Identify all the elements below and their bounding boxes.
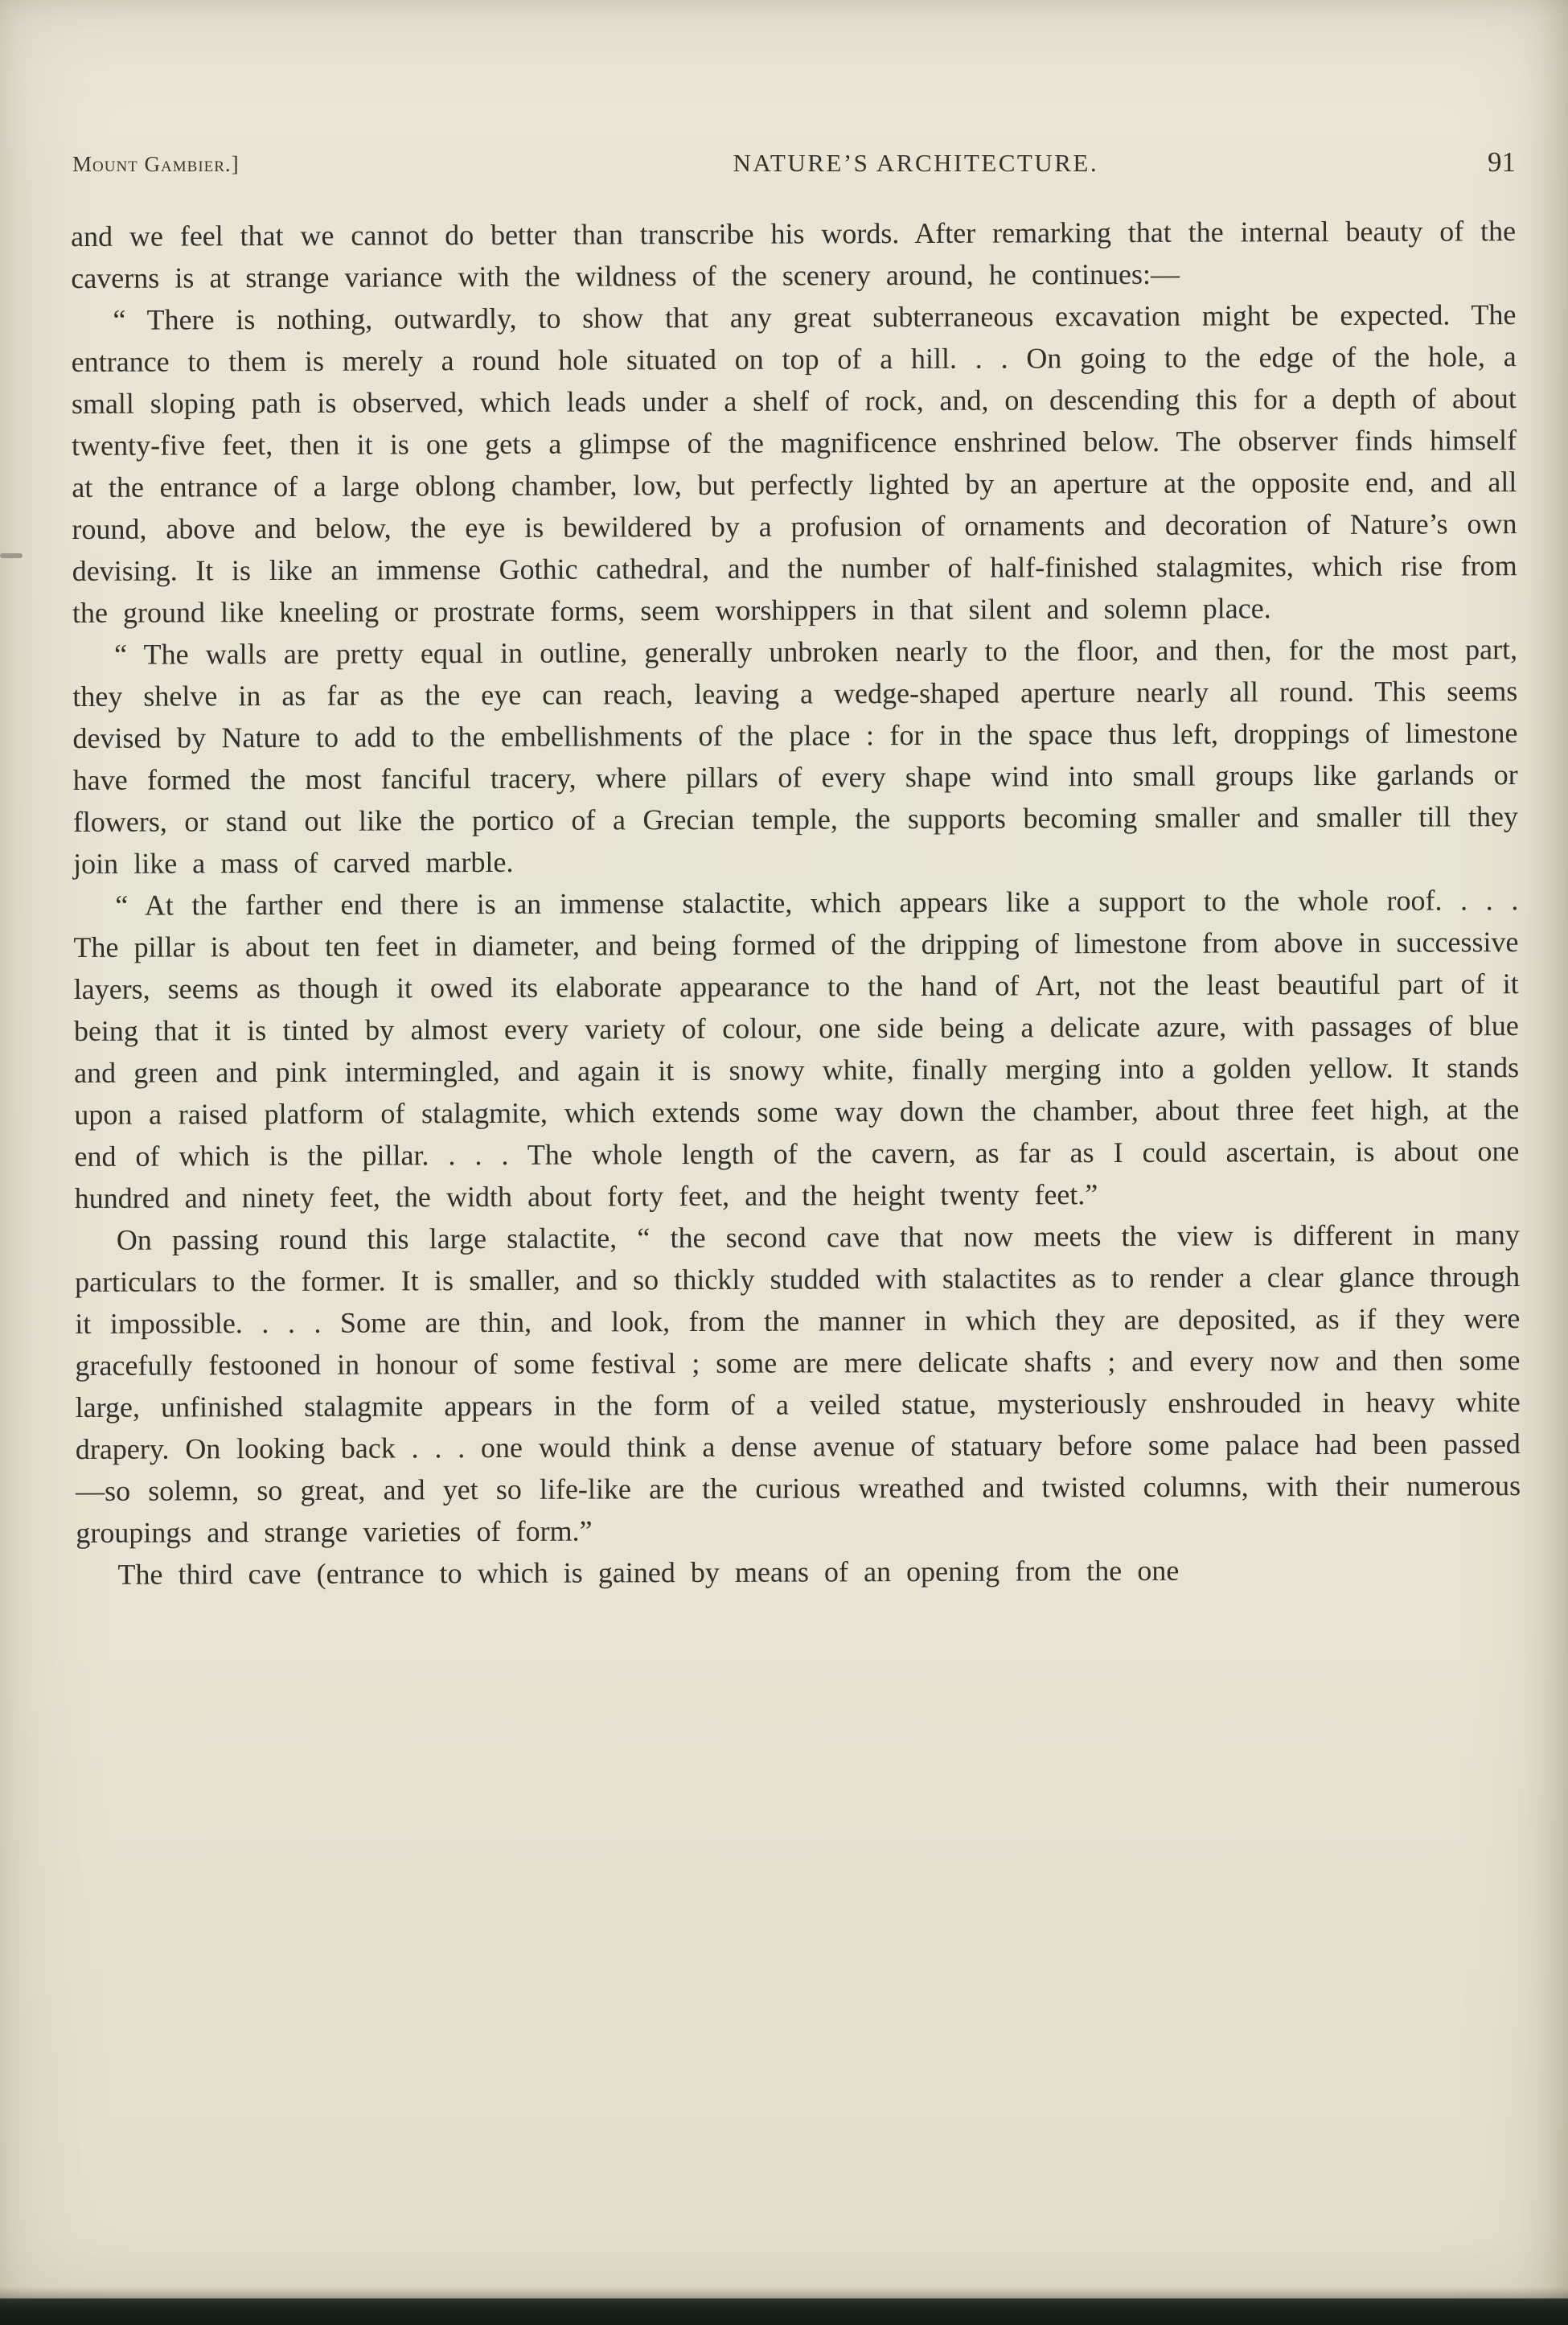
- scan-bottom-shadow: [0, 2287, 1568, 2298]
- paragraph: “ At the farther end there is an immense stalactite, which appears like a support to the whole roof. . . . The pillar is about ten feet in diameter, and being formed of the dripping of limestone from above in successive layers, seems as though it owed its elaborate appearance to the hand of Art, not the least beautiful part of it being that it is tinted by almost every variety of colour, one side being a delicate azure, with passages of blue and green and pink intermingled, and again it is snowy white, finally merging into a golden yellow. It stands upon a raised platform of stalagmite, which extends some way down the chamber, about three feet high, at the end of which is the pillar. . . . The whole length of the cavern, as far as I could ascertain, is about one hundred and ninety feet, the width about forty feet, and the height twenty feet.”: [73, 884, 1520, 1214]
- page-number: 91: [1488, 146, 1516, 178]
- running-head-left: Mount Gambier.]: [72, 152, 240, 176]
- running-head: [72, 146, 1516, 179]
- scan-bottom-bar: [0, 2298, 1568, 2325]
- text-block: [71, 210, 1521, 1596]
- paragraph: “ There is nothing, outwardly, to show that any great subterraneous excavation might be expected. The entrance to them is merely a round hole situated on top of a hill. . . On going to the edge of the hole, a small sloping path is observed, which leads under a shelf of rock, and, on descending this for a depth of about twenty-five feet, then it is one gets a glimpse of the magnificence enshrined below. The observer finds himself at the entrance of a large oblong chamber, low, but perfectly lighted by an aperture at the opposite end, and all round, above and below, the eye is bewildered by a profusion of ornaments and decoration of Nature’s own devising. It is like an immense Gothic cathedral, and the number of half-finished stalagmites, which rise from the ground like kneeling or prostrate forms, seem worshippers in that silent and solemn place.: [71, 298, 1517, 629]
- paragraph: On passing round this large stalactite, “ the second cave that now meets the view is different in many particulars to the former. It is smaller, and so thickly studded with stalactites as to render a clear glance through it impossible. . . . Some are thin, and look, from the manner in which they are deposited, as if they were gracefully festooned in honour of some festival ; some are mere delicate shafts ; and every now and then some large, unfinished stalagmite appears in the form of a veiled statue, mysteriously enshrouded in heavy white drapery. On looking back . . . one would think a dense avenue of statuary before some palace had been passed—so solemn, so great, and yet so life-like are the curious wreathed and twisted columns, with their numerous groupings and strange varieties of form.”: [75, 1218, 1521, 1549]
- scan-edge-mark: [0, 553, 23, 558]
- paragraph: “ The walls are pretty equal in outline, generally unbroken nearly to the floor, and then, for the most part, they shelve in as far as the eye can reach, leaving a wedge-shaped aperture nearly all round. This seems devised by Nature to add to the embellishments of the place : for in the space thus left, droppings of limestone have formed the most fanciful tracery, where pillars of every shape wind into small groups like garlands or flowers, or stand out like the portico of a Grecian temple, the supports becoming smaller and smaller till they join like a mass of carved marble.: [72, 633, 1518, 880]
- paragraph: and we feel that we cannot do better than transcribe his words. After remarking that the internal beauty of the caverns is at strange variance with the wildness of the scenery around, he continues:—: [71, 215, 1517, 294]
- running-head-title: NATURE’S ARCHITECTURE.: [733, 149, 1099, 177]
- paragraph: The third cave (entrance to which is gained by means of an opening from the one: [117, 1554, 1180, 1591]
